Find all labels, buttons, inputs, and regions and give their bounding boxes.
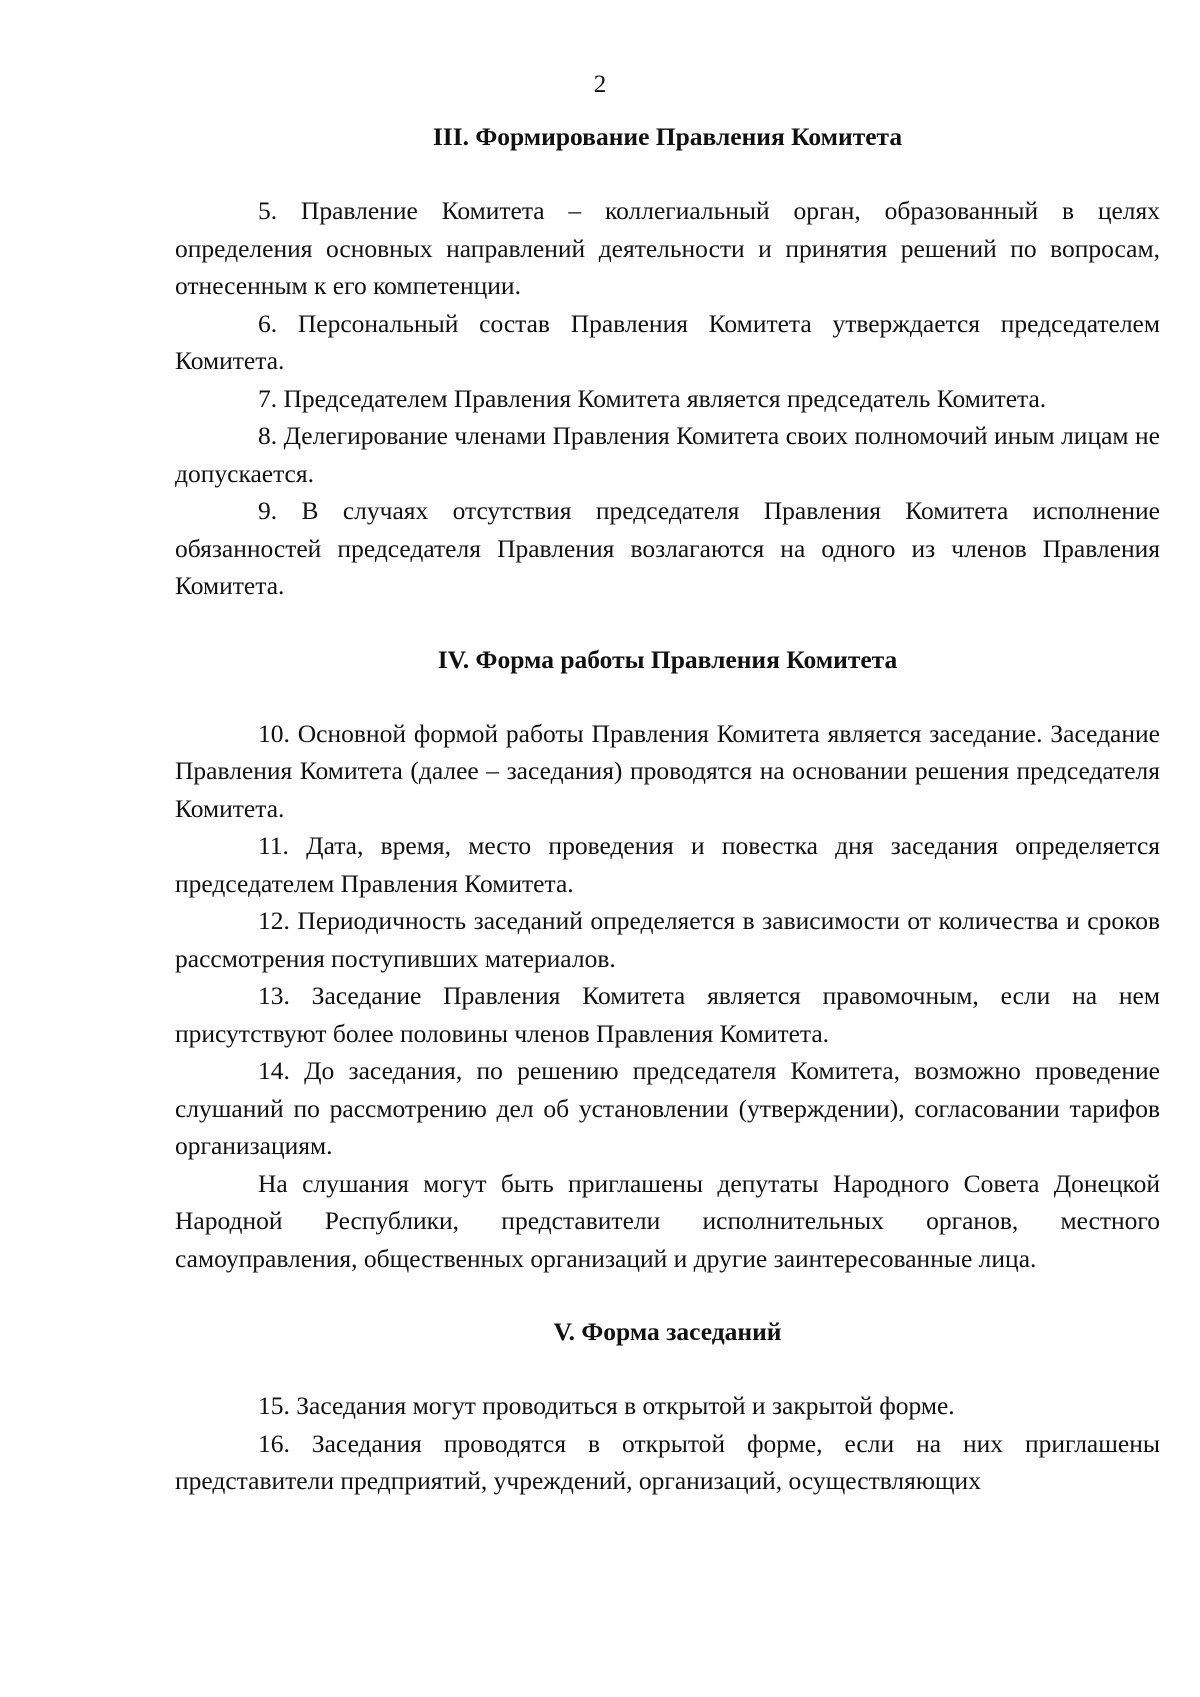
paragraph-12: 12. Периодичность заседаний определяется в зависимости от количества и сроков рассмотрения поступивших материалов. [175,906,1160,973]
page-number: 2 [593,71,607,98]
section-heading: III. Формирование Правления Комитета [432,122,903,151]
paragraph-14: 14. До заседания, по решению председателя Комитета, возможно проведение слушаний по рассмотрению дел об установлении (утверждении), согласовании тарифов организациям. [175,1056,1160,1160]
section-3 [175,118,1160,605]
paragraph-6: 6. Персональный состав Правления Комитета утверждается председателем Комитета. [175,308,1160,375]
paragraph-16: 16. Заседания проводятся в открытой форме, если на них приглашены представители предприятий, учреждений, организаций, осуществляющих [175,1428,1160,1495]
section-heading: IV. Форма работы Правления Комитета [437,644,898,674]
section-heading: V. Форма заседаний [553,1317,782,1346]
paragraph-15: 15. Заседания могут проводиться в открытой и закрытой форме. [258,1391,955,1420]
paragraph-10: 10. Основной формой работы Правления Комитета является заседание. Заседание Правления Комитета (далее – заседания) проводятся на основании решения председателя Комитета. [175,718,1160,823]
document-body [175,118,1160,1500]
section-4 [175,641,1160,1278]
paragraph-13: 13. Заседание Правления Комитета является правомочным, если на нем присутствуют более половины членов Правления Комитета. [175,981,1160,1048]
paragraph-7: 7. Председателем Правления Комитета является председатель Комитета. [258,383,1047,413]
paragraph-9: 9. В случаях отсутствия председателя Правления Комитета исполнение обязанностей председателя Правления возлагаются на одного из членов Правления Комитета. [175,496,1160,600]
paragraph-5: 5. Правление Комитета – коллегиальный орган, образованный в целях определения основных направлений деятельности и принятия решений по вопросам, отнесенным к его компетенции. [175,196,1160,300]
paragraph-11: 11. Дата, время, место проведения и повестка дня заседания определяется председателем Правления Комитета. [175,831,1160,898]
paragraph-14-continued: На слушания могут быть приглашены депутаты Народного Совета Донецкой Народной Республики, представители исполнительных органов, местного самоуправления, общественных организаций и другие заинтересованные лица. [175,1168,1160,1273]
section-5 [175,1313,1160,1500]
paragraph-8: 8. Делегирование членами Правления Комитета своих полномочий иным лицам не допускается. [175,421,1160,488]
